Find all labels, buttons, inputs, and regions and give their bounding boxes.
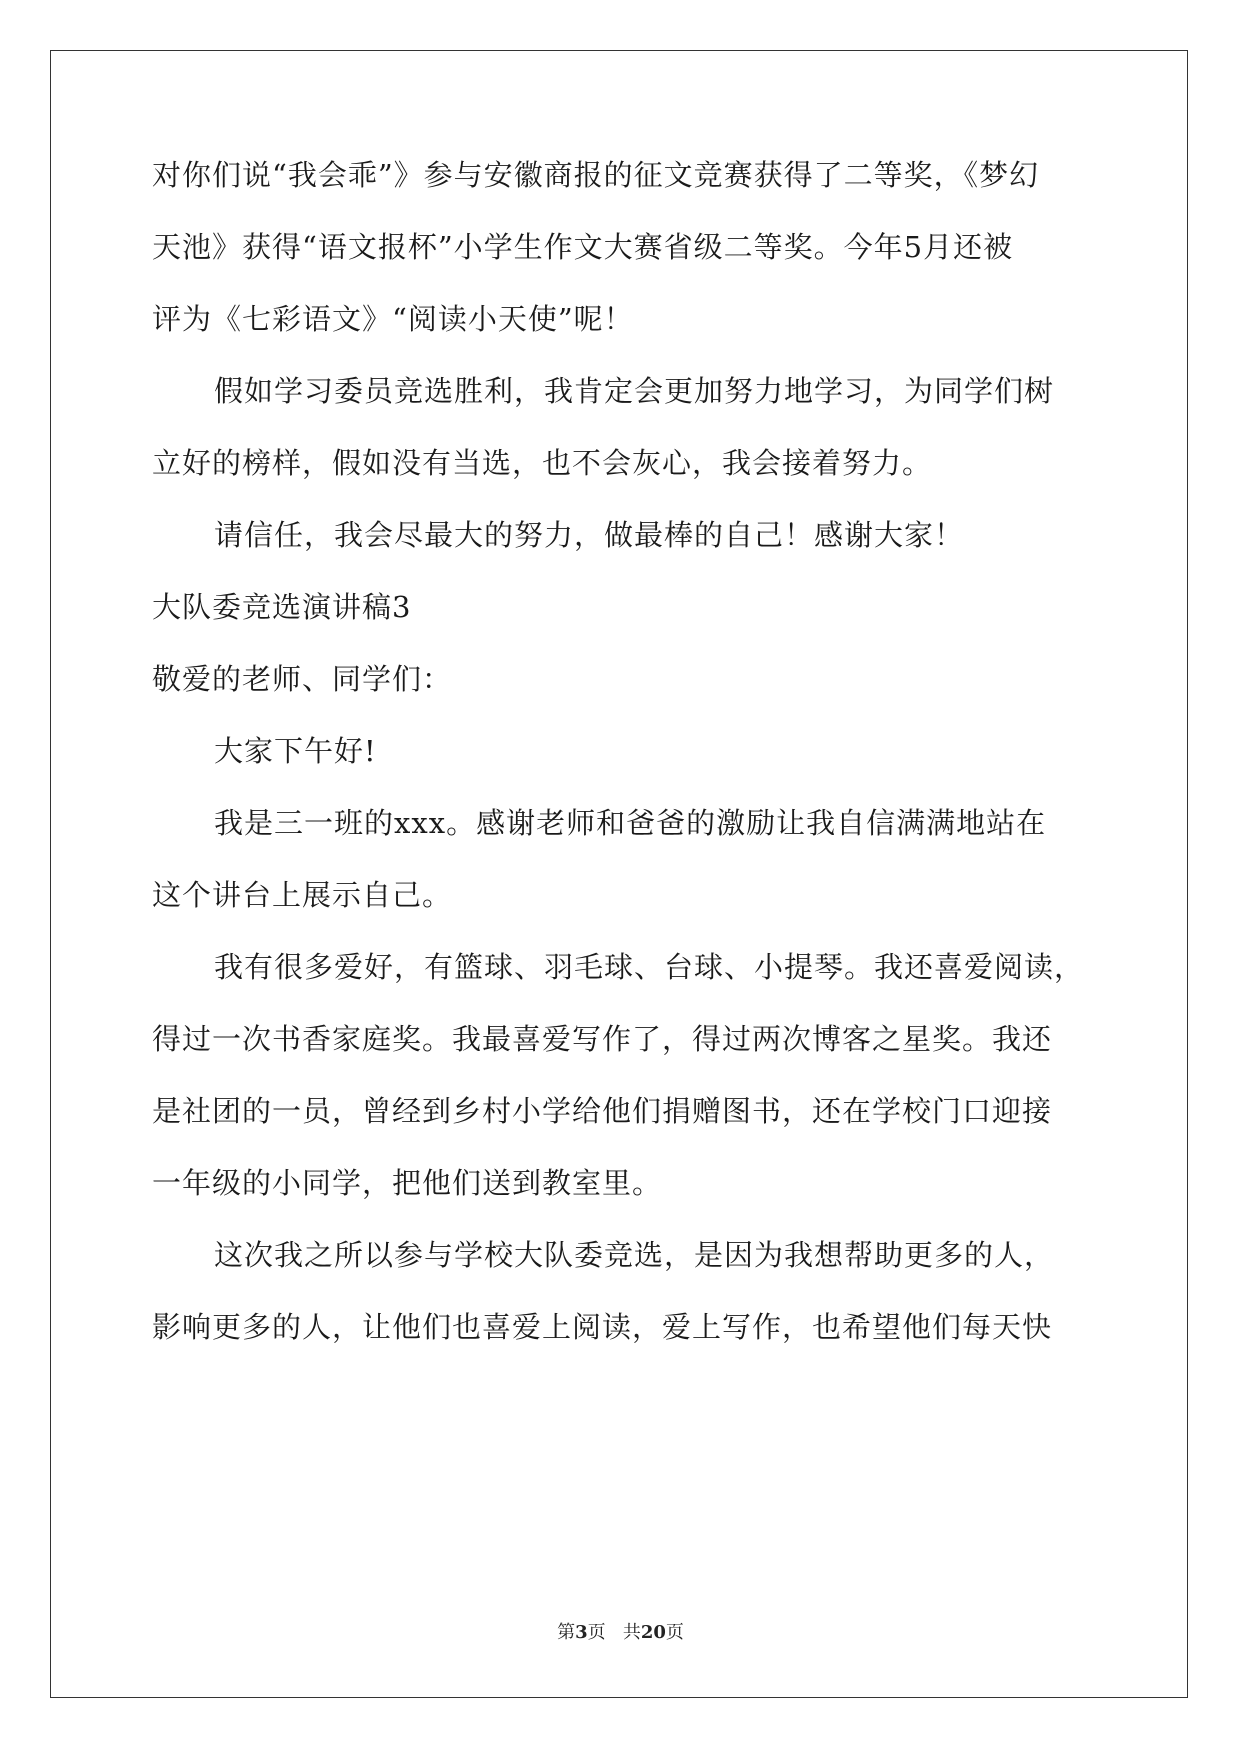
footer-total-suffix: 页 (665, 1622, 684, 1643)
page-footer (0, 1622, 1241, 1644)
body-text-line: 是社团的一员，曾经到乡村小学给他们捐赠图书，还在学校门口迎接 (152, 1094, 1053, 1128)
body-text-line: 影响更多的人，让他们也喜爱上阅读，爱上写作，也希望他们每天快 (152, 1310, 1053, 1344)
footer-page-suffix: 页 (587, 1622, 606, 1643)
page-frame (50, 50, 1188, 1698)
footer-prefix: 第 (557, 1622, 576, 1643)
body-text-line: 评为《七彩语文》“阅读小天使”呢！ (152, 302, 634, 336)
paragraph-first-line: 我是三一班的xxx。感谢老师和爸爸的激励让我自信满满地站在 (214, 806, 1047, 840)
body-text-line: 这个讲台上展示自己。 (152, 878, 453, 912)
section-heading: 大队委竞选演讲稿3 (152, 590, 412, 624)
paragraph-first-line: 假如学习委员竞选胜利，我肯定会更加努力地学习，为同学们树 (214, 374, 1055, 408)
paragraph-first-line: 这次我之所以参与学校大队委竞选，是因为我想帮助更多的人， (214, 1238, 1055, 1272)
body-text-line: 对你们说“我会乖”》参与安徽商报的征文竞赛获得了二等奖，《梦幻 (152, 158, 1040, 192)
body-text-line: 一年级的小同学，把他们送到教室里。 (152, 1166, 663, 1200)
salutation: 敬爱的老师、同学们： (152, 662, 453, 696)
total-page-count: 20 (640, 1622, 666, 1643)
footer-total-prefix: 共 (622, 1622, 641, 1643)
body-text-line: 立好的榜样，假如没有当选，也不会灰心，我会接着努力。 (152, 446, 933, 480)
body-text-line: 天池》获得“语文报杯”小学生作文大赛省级二等奖。今年5月还被 (152, 230, 1014, 264)
paragraph-first-line: 我有很多爱好，有篮球、羽毛球、台球、小提琴。我还喜爱阅读， (214, 950, 1085, 984)
current-page-number: 3 (575, 1622, 588, 1643)
greeting: 大家下午好! (214, 734, 377, 768)
body-text-line: 得过一次书香家庭奖。我最喜爱写作了，得过两次博客之星奖。我还 (152, 1022, 1053, 1056)
paragraph-first-line: 请信任，我会尽最大的努力，做最棒的自己！感谢大家！ (214, 518, 965, 552)
